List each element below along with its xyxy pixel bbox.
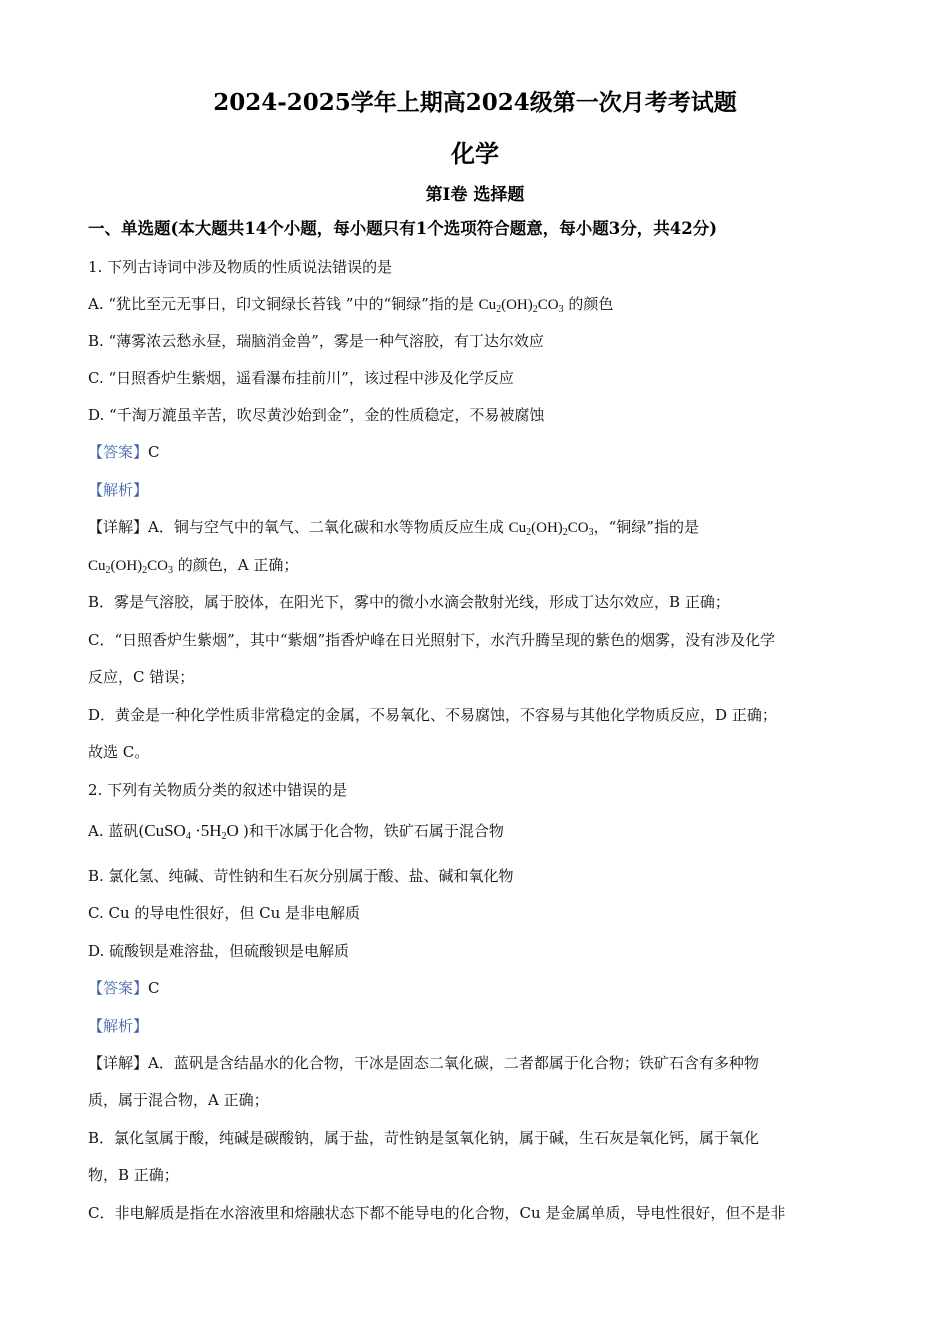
detail-text: 的颜色，A 正确； [173, 556, 299, 574]
q1-detail-c-line2: 反应，C 错误； [88, 668, 195, 686]
q2-detail-b-line2: 物，B 正确； [88, 1166, 179, 1184]
q2-option-c: C. Cu 的导电性很好，但 Cu 是非电解质 [88, 904, 361, 922]
q2-option-b: B. 氯化氢、纯碱、苛性钠和生石灰分别属于酸、盐、碱和氧化物 [88, 867, 514, 885]
formula-cuso4-5h2o: CuSO$_4$ $\cdot 5H_2O$ [144, 821, 244, 842]
q1-option-d: D. “千淘万漉虽辛苦，吹尽黄沙始到金”，金的性质稳定，不易被腐蚀 [88, 406, 545, 424]
volume-title: 第Ⅰ卷 选择题 [425, 185, 525, 205]
q2-option-a-tail: )和干冰属于化合物，铁矿石属于混合物 [243, 822, 504, 840]
q2-detail-a-line1: 【详解】A．蓝矾是含结晶水的化合物，干冰是固态二氧化碳，二者都属于化合物；铁矿石含有多种物 [88, 1054, 759, 1072]
formula-cu2oh2co3: $Cu_2(OH)_2CO_3$ [88, 558, 174, 576]
q1-detail-d: D．黄金是一种化学性质非常稳定的金属，不易氧化、不易腐蚀，不容易与其他化学物质反应，D 正确； [88, 706, 777, 724]
q1-conclusion: 故选 C。 [88, 743, 150, 761]
q1-option-c: C. “日照香炉生紫烟，遥看瀑布挂前川”，该过程中涉及化学反应 [88, 369, 514, 387]
q1-option-a-text: A. “犹比至元无事日，印文铜绿长苔钱 ”中的“铜绿”指的是 [88, 295, 479, 313]
detail-text: ，“铜绿”指的是 [593, 518, 699, 536]
answer-value: C [148, 443, 160, 461]
formula-cu2oh2co3: $Cu_2(OH)_2CO_3$ [508, 520, 594, 538]
q2-option-d: D. 硫酸钡是难溶盐，但硫酸钡是电解质 [88, 942, 350, 960]
answer-tag: 【答案】 [88, 979, 149, 997]
q2-answer [88, 978, 868, 998]
q1-stem: 1. 下列古诗词中涉及物质的性质说法错误的是 [88, 258, 393, 276]
q1-answer [88, 442, 868, 462]
exam-title: 2024-2025学年上期高2024级第一次月考考试题 [213, 89, 737, 116]
detail-text: 【详解】A．铜与空气中的氧气、二氧化碳和水等物质反应生成 [88, 518, 509, 536]
q1-option-a-tail: 的颜色 [563, 295, 614, 313]
q1-detail-a-line2 [88, 555, 868, 576]
subject-title: 化学 [451, 139, 499, 168]
q2-analysis-tag: 【解析】 [88, 1017, 149, 1035]
q1-analysis-tag: 【解析】 [88, 481, 149, 499]
q1-option-a [88, 294, 868, 315]
q2-detail-c-line1: C．非电解质是指在水溶液里和熔融状态下都不能导电的化合物，Cu 是金属单质，导电性很好，但不是非 [88, 1204, 786, 1222]
q1-detail-a-line1 [88, 517, 868, 538]
q2-option-a-text: A. 蓝矾( [88, 822, 145, 840]
q2-stem: 2. 下列有关物质分类的叙述中错误的是 [88, 781, 348, 799]
section-heading: 一、单选题(本大题共14个小题，每小题只有1个选项符合题意，每小题3分，共42分) [88, 219, 717, 238]
q1-option-b: B. “薄雾浓云愁永昼，瑞脑消金兽”，雾是一种气溶胶，有丁达尔效应 [88, 332, 544, 350]
q1-detail-b: B．雾是气溶胶，属于胶体，在阳光下，雾中的微小水滴会散射光线，形成丁达尔效应，B 正确； [88, 593, 730, 611]
answer-value: C [148, 979, 160, 997]
q2-detail-b-line1: B．氯化氢属于酸，纯碱是碳酸钠，属于盐，苛性钠是氢氧化钠，属于碱，生石灰是氧化钙，属于氧化 [88, 1129, 760, 1147]
formula-cu2oh2co3: $Cu_2(OH)_2CO_3$ [478, 297, 564, 315]
q2-detail-a-line2: 质，属于混合物，A 正确； [88, 1091, 269, 1109]
q1-detail-c-line1: C．“日照香炉生紫烟”，其中“紫烟”指香炉峰在日光照射下，水汽升腾呈现的紫色的烟雾，没有涉及化学 [88, 631, 776, 649]
answer-tag: 【答案】 [88, 443, 149, 461]
q2-option-a [88, 821, 868, 841]
